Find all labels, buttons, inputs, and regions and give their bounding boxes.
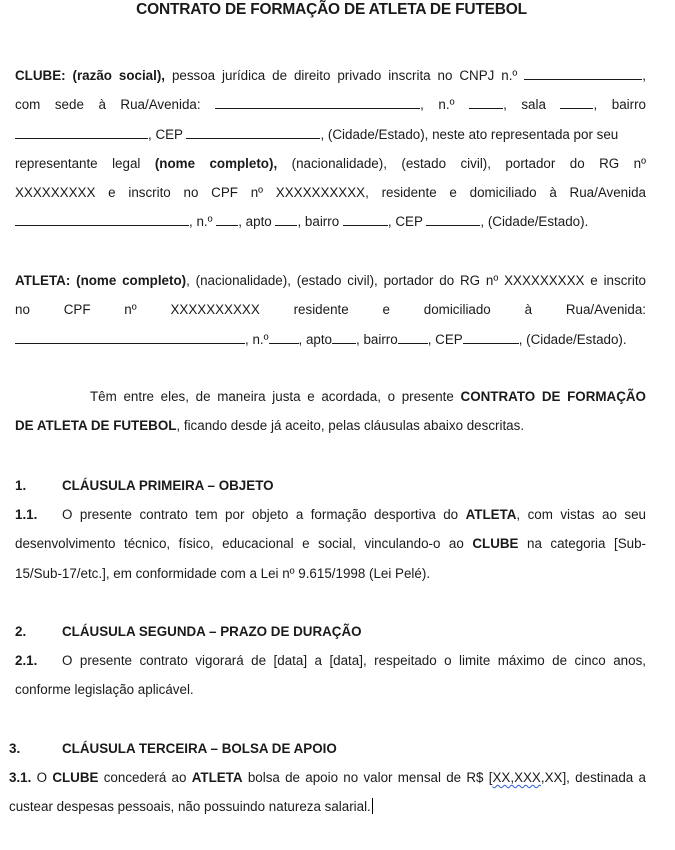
rep-cep-blank[interactable] [426,214,480,226]
clube-label: CLUBE: (razão social), [15,68,166,83]
clause-2-body [15,646,646,705]
numero-blank[interactable] [469,97,503,109]
clube-line-6: , n.º , apto , bairro , CEP , (Cidade/Estado). [15,207,646,236]
clube-line-1: CLUBE: (razão social), pessoa jurídica de direito privado inscrita no CNPJ n.º , [15,68,646,83]
atleta-bairro-blank[interactable] [398,332,428,344]
atleta-label: ATLETA: (nome completo) [15,273,187,288]
cep-blank[interactable] [186,127,320,139]
atleta-line-1: ATLETA: (nome completo), (nacionalidade), (estado civil), portador do RG nº XXXXXXXXX e inscrito [15,273,646,288]
spellcheck-flagged-value[interactable]: XX,XXX [492,770,541,785]
clause-3-heading: 3. CLÁUSULA TERCEIRA – BOLSA DE APOIO [9,741,337,756]
clube-line-3: , CEP , (Cidade/Estado), neste ato representada por seu [15,120,646,149]
rep-bairro-blank[interactable] [343,214,388,226]
atleta-cep-blank[interactable] [463,332,519,344]
atleta-line-2: no CPF nº XXXXXXXXXX residente e domiciliado à Rua/Avenida: [15,302,646,318]
intro-line-2: DE ATLETA DE FUTEBOL, ficando desde já aceito, pelas cláusulas abaixo descritas. [15,418,525,434]
atleta-line-3: , n.º , apto , bairro , CEP , (Cidade/Estado). [15,325,646,354]
clause-2-line-2: conforme legislação aplicável. [15,682,194,698]
clause-2-line-1: 2.1. O presente contrato vigorará de [data] a [data], respeitado o limite máximo de cinco anos, [15,653,646,668]
document-title: CONTRATO DE FORMAÇÃO DE ATLETA DE FUTEBOL [136,1,527,18]
atleta-paragraph [15,266,646,354]
clube-line-2: com sede à Rua/Avenida: , n.º , sala , bairro [15,97,646,113]
clause-1-heading: 1. CLÁUSULA PRIMEIRA – OBJETO [15,478,274,493]
clause-1-line-3: 15/Sub-17/etc.], em conformidade com a Lei nº 9.615/1998 (Lei Pelé). [15,565,431,581]
cnpj-blank[interactable] [524,68,642,80]
clause-1-body [15,500,646,588]
clube-line-4: representante legal (nome completo), (nacionalidade), (estado civil), portador do RG nº [15,155,646,171]
clause-2-heading: 2. CLÁUSULA SEGUNDA – PRAZO DE DURAÇÃO [15,624,362,639]
text-cursor [372,798,373,814]
atleta-rua-blank[interactable] [15,332,245,344]
clause-3-line-2: custear despesas pessoais, não possuindo natureza salarial. [9,799,371,815]
rep-rua-blank[interactable] [15,214,189,226]
rep-numero-blank[interactable] [216,214,238,226]
clause-1-line-2: desenvolvimento técnico, físico, educacional e social, vinculando-o ao CLUBE na categoria [Sub- [15,536,646,552]
sala-blank[interactable] [560,97,593,109]
atleta-numero-blank[interactable] [269,332,299,344]
rep-apto-blank[interactable] [275,214,297,226]
atleta-apto-blank[interactable] [332,332,356,344]
intro-paragraph [15,382,646,441]
rua-blank[interactable] [215,97,420,109]
clause-3-line-1: 3.1. O CLUBE concederá ao ATLETA bolsa de apoio no valor mensal de R$ [XX,XXX,XX], destinada a [9,770,646,785]
intro-line-1: Têm entre eles, de maneira justa e acordada, o presente CONTRATO DE FORMAÇÃO [90,389,646,404]
clube-paragraph [15,61,646,237]
clause-1-line-1: 1.1. O presente contrato tem por objeto a formação desportiva do ATLETA, com vistas ao seu [15,507,646,522]
clube-line-5: XXXXXXXXX e inscrito no CPF nº XXXXXXXXXX, residente e domiciliado à Rua/Avenida [15,185,646,201]
bairro-blank[interactable] [15,127,148,139]
clause-3-body [9,763,646,822]
